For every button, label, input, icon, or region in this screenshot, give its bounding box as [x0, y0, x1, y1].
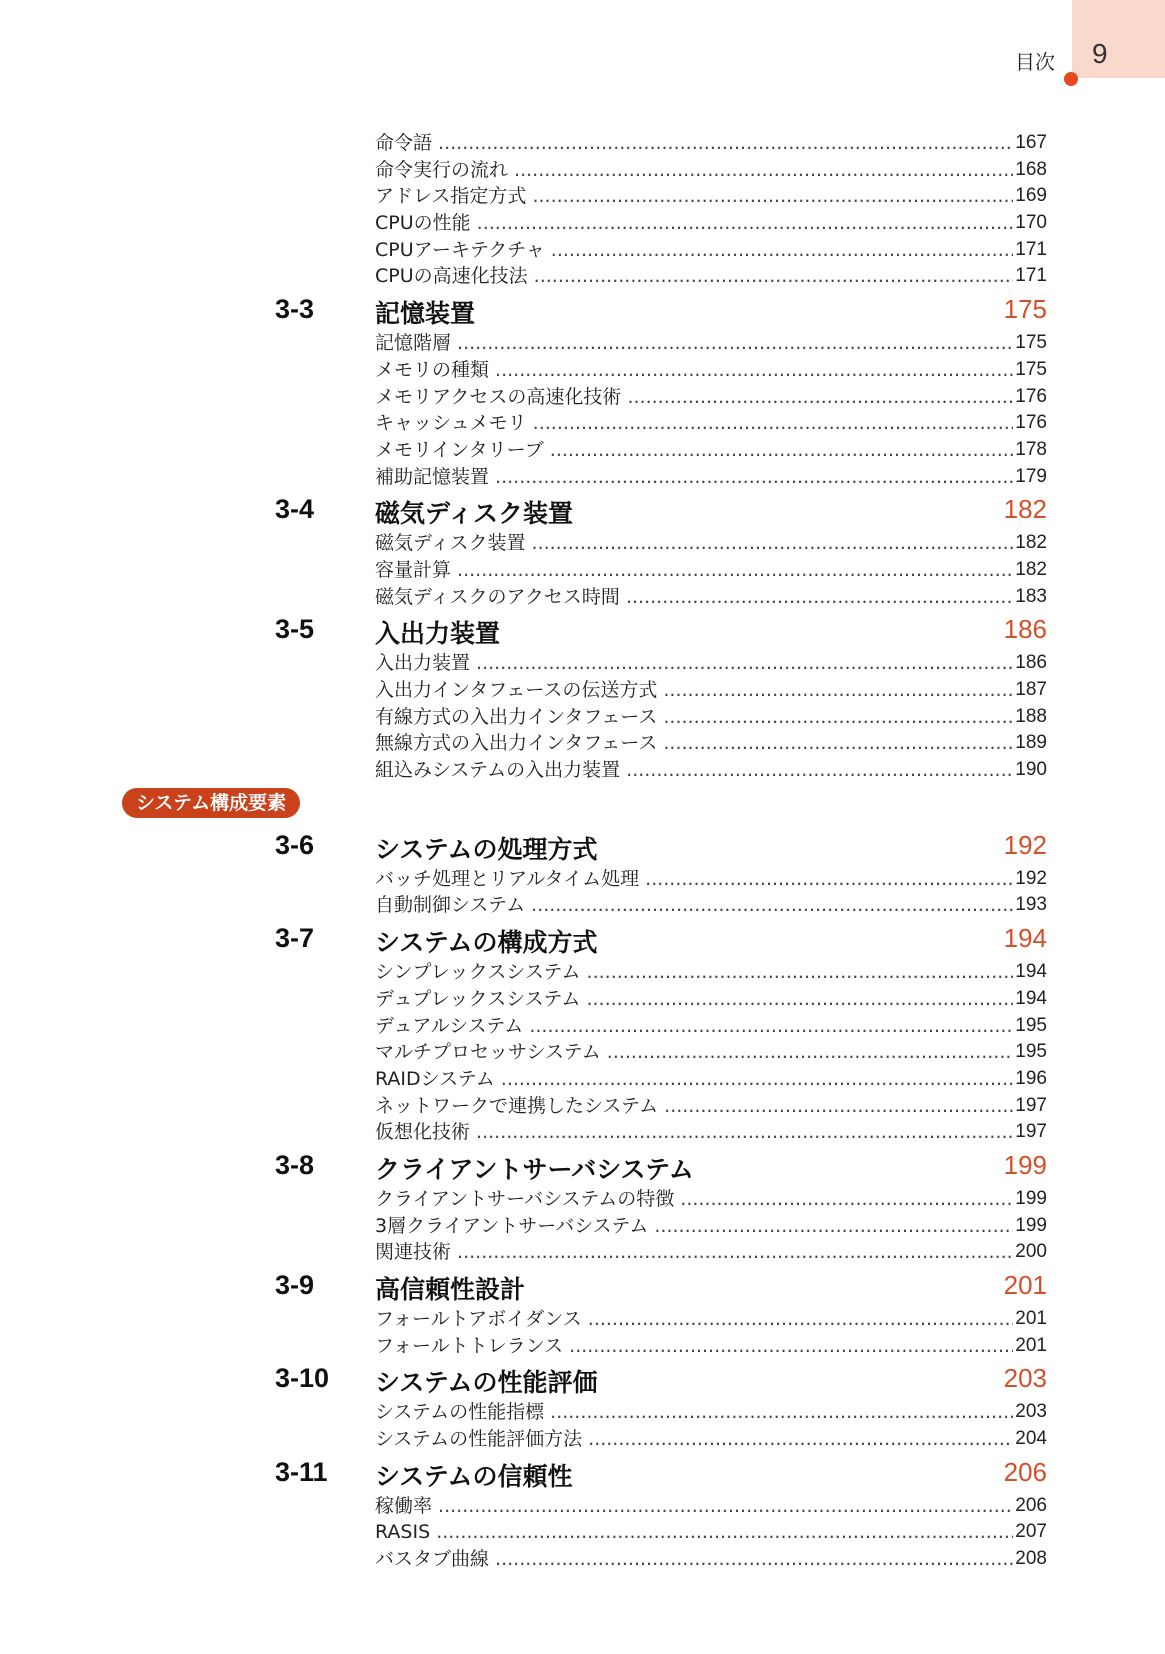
- toc-section-heading[interactable]: [0, 919, 1165, 959]
- section-number: 3-4: [275, 494, 315, 525]
- toc-entry-page: 167: [1013, 130, 1047, 157]
- toc-entry-page: 175: [1013, 357, 1047, 384]
- section-number: 3-8: [275, 1149, 315, 1180]
- section-number: 3-5: [275, 614, 315, 645]
- toc-entry[interactable]: [0, 986, 1165, 1013]
- toc-entry-page: 168: [1013, 157, 1047, 184]
- toc-entry-page: 169: [1013, 183, 1047, 210]
- toc-entry[interactable]: [0, 959, 1165, 986]
- section-page: 199: [1003, 1149, 1047, 1180]
- toc-entry-label: 稼働率 .....: [375, 1493, 1045, 1520]
- toc-entry-page: 171: [1013, 263, 1047, 290]
- section-page: 206: [1003, 1456, 1047, 1487]
- toc-entry-page: 178: [1013, 437, 1047, 464]
- toc-entry[interactable]: [0, 584, 1165, 611]
- toc-entry-label: バスタブ曲線 .....: [375, 1546, 1045, 1573]
- toc-entry-label: メモリインタリーブ .....: [375, 437, 1045, 464]
- toc-entry[interactable]: [0, 530, 1165, 557]
- toc-entry[interactable]: [0, 1213, 1165, 1240]
- section-page: 194: [1003, 923, 1047, 954]
- toc-entry-page: 175: [1013, 330, 1047, 357]
- toc-entry-label: 関連技術 .....: [375, 1239, 1045, 1266]
- toc-entry-label: 無線方式の入出力インタフェース .....: [375, 730, 1045, 757]
- toc-entry[interactable]: [0, 1039, 1165, 1066]
- toc-section-heading[interactable]: [0, 1453, 1165, 1493]
- section-number: 3-9: [275, 1270, 315, 1300]
- section-title: システムの構成方式: [375, 928, 598, 958]
- section-number: 3-11: [275, 1456, 328, 1487]
- toc-entry-page: 170: [1013, 210, 1047, 237]
- toc-entry[interactable]: [0, 1306, 1165, 1333]
- section-page: 192: [1003, 829, 1047, 860]
- toc-entry[interactable]: [0, 704, 1165, 731]
- toc-entry-label: バッチ処理とリアルタイム処理 .....: [375, 866, 1045, 893]
- toc-section-heading[interactable]: [0, 1266, 1165, 1306]
- toc-entry[interactable]: [0, 1519, 1165, 1546]
- toc-entry-page: 197: [1013, 1119, 1047, 1146]
- toc-entry-label: 3層クライアントサーバシステム .....: [375, 1213, 1045, 1240]
- toc-entry-page: 188: [1013, 704, 1047, 731]
- toc-entry-page: 208: [1013, 1546, 1047, 1573]
- section-title: 記憶装置: [375, 299, 476, 329]
- toc-entry[interactable]: [0, 892, 1165, 919]
- toc-entry-page: 189: [1013, 730, 1047, 757]
- section-title: システムの処理方式: [375, 834, 598, 864]
- toc-entry[interactable]: [0, 1066, 1165, 1093]
- toc-entry-label: マルチプロセッサシステム .....: [375, 1039, 1045, 1066]
- toc-entry-page: 182: [1013, 557, 1047, 584]
- toc-entry-page: 201: [1013, 1306, 1047, 1333]
- toc-entry-label: フォールトアボイダンス .....: [375, 1306, 1045, 1333]
- section-page: 201: [1003, 1270, 1047, 1300]
- toc-entry-page: 192: [1013, 866, 1047, 893]
- toc-entry[interactable]: [0, 130, 1165, 157]
- toc-entry-page: 207: [1013, 1519, 1047, 1546]
- toc-entry[interactable]: [0, 410, 1165, 437]
- toc-entry[interactable]: [0, 1239, 1165, 1266]
- toc-entry-label: RASIS .....: [375, 1519, 1045, 1546]
- section-number: 3-7: [275, 923, 315, 954]
- section-title: 高信頼性設計: [375, 1275, 526, 1304]
- toc-entry-page: 194: [1013, 959, 1047, 986]
- toc-entry[interactable]: [0, 1546, 1165, 1573]
- toc-entry-label: キャッシュメモリ .....: [375, 410, 1045, 437]
- toc-section-heading[interactable]: [0, 1359, 1165, 1399]
- toc-entry-page: 194: [1013, 986, 1047, 1013]
- toc-entry[interactable]: [0, 1093, 1165, 1120]
- toc-entry[interactable]: [0, 757, 1165, 784]
- toc-entry-page: 190: [1013, 757, 1047, 784]
- toc-entry-page: 200: [1013, 1239, 1047, 1266]
- toc-entry-page: 176: [1013, 410, 1047, 437]
- toc-entry-label: 有線方式の入出力インタフェース .....: [375, 704, 1045, 731]
- toc-entry-page: 176: [1013, 384, 1047, 411]
- toc-entry[interactable]: [0, 1426, 1165, 1453]
- toc-entry-page: 183: [1013, 584, 1047, 611]
- toc-entry-page: 171: [1013, 237, 1047, 264]
- toc-entry-label: 仮想化技術 .....: [375, 1119, 1045, 1146]
- toc-entry[interactable]: [0, 866, 1165, 893]
- toc-entry-label: シンプレックスシステム .....: [375, 959, 1045, 986]
- toc-entry-page: 204: [1013, 1426, 1047, 1453]
- toc-entry-label: 入出力インタフェースの伝送方式 .....: [375, 677, 1045, 704]
- toc-entry[interactable]: [0, 1333, 1165, 1360]
- toc-entry-page: 186: [1013, 650, 1047, 677]
- toc-entry[interactable]: [0, 330, 1165, 357]
- toc-section-heading[interactable]: [0, 610, 1165, 650]
- toc-entry-label: CPUアーキテクチャ .....: [375, 237, 1045, 264]
- toc-entry[interactable]: [0, 464, 1165, 491]
- toc-entry-label: デュプレックスシステム .....: [375, 986, 1045, 1013]
- section-page: 175: [1003, 294, 1047, 325]
- page-tab: [1072, 0, 1165, 78]
- toc-section-heading[interactable]: [0, 490, 1165, 530]
- toc-entry-label: RAIDシステム .....: [375, 1066, 1045, 1093]
- toc-entry-label: メモリの種類 .....: [375, 357, 1045, 384]
- toc-entry[interactable]: [0, 677, 1165, 704]
- toc-entry-page: 203: [1013, 1399, 1047, 1426]
- toc-entry-page: 201: [1013, 1333, 1047, 1360]
- toc-section-heading[interactable]: [0, 1146, 1165, 1186]
- section-title: システムの性能評価: [375, 1368, 598, 1398]
- category-badge: システム構成要素: [122, 788, 300, 818]
- toc-entry-page: 182: [1013, 530, 1047, 557]
- toc-entry-page: 199: [1013, 1186, 1047, 1213]
- toc-entry[interactable]: [0, 183, 1165, 210]
- toc-entry[interactable]: [0, 210, 1165, 237]
- toc-entry[interactable]: [0, 1119, 1165, 1146]
- toc-entry-label: システムの性能評価方法 .....: [375, 1426, 1045, 1453]
- toc-entry-page: 206: [1013, 1493, 1047, 1520]
- section-number: 3-3: [275, 294, 315, 325]
- section-title: 磁気ディスク装置: [375, 499, 574, 529]
- toc-entry-label: 命令語 .....: [375, 130, 1045, 157]
- toc-entry[interactable]: [0, 237, 1165, 264]
- toc-entry-page: 179: [1013, 464, 1047, 491]
- toc-entry-label: システムの性能指標 .....: [375, 1399, 1045, 1426]
- section-page: 186: [1003, 614, 1047, 645]
- header-dot: [1064, 72, 1078, 86]
- toc-entry[interactable]: [0, 157, 1165, 184]
- toc-entry[interactable]: [0, 650, 1165, 677]
- toc-entry-label: 入出力装置 .....: [375, 650, 1045, 677]
- toc-entry-page: 195: [1013, 1013, 1047, 1040]
- toc-entry[interactable]: [0, 263, 1165, 290]
- toc-entry-label: フォールトトレランス .....: [375, 1333, 1045, 1360]
- toc-entry[interactable]: [0, 730, 1165, 757]
- toc-entry-page: 193: [1013, 892, 1047, 919]
- toc-entry-page: 199: [1013, 1213, 1047, 1240]
- toc-entry[interactable]: [0, 557, 1165, 584]
- category-row: [0, 784, 1165, 826]
- section-number: 3-10: [275, 1363, 330, 1394]
- toc-entry-label: デュアルシステム .....: [375, 1013, 1045, 1040]
- table-of-contents: [0, 130, 1165, 1573]
- toc-section-heading[interactable]: [0, 826, 1165, 866]
- page-number: 9: [1092, 38, 1108, 69]
- section-title: システムの信頼性: [375, 1461, 573, 1491]
- section-page: 182: [1003, 494, 1047, 525]
- toc-entry-label: CPUの高速化技法 .....: [375, 263, 1045, 290]
- toc-entry[interactable]: [0, 1013, 1165, 1040]
- section-number: 3-6: [275, 829, 315, 860]
- header-label: 目次: [1015, 50, 1055, 74]
- section-title: 入出力装置: [375, 619, 501, 649]
- toc-entry-label: 組込みシステムの入出力装置 .....: [375, 757, 1045, 784]
- toc-entry-label: ネットワークで連携したシステム .....: [375, 1093, 1045, 1120]
- toc-entry[interactable]: [0, 1493, 1165, 1520]
- toc-entry-label: 記憶階層 .....: [375, 330, 1045, 357]
- toc-entry[interactable]: [0, 1186, 1165, 1213]
- toc-entry-label: アドレス指定方式 .....: [375, 183, 1045, 210]
- toc-entry[interactable]: [0, 384, 1165, 411]
- toc-entry-label: メモリアクセスの高速化技術 .....: [375, 384, 1045, 411]
- toc-entry-page: 187: [1013, 677, 1047, 704]
- toc-entry[interactable]: [0, 1399, 1165, 1426]
- toc-entry-label: 命令実行の流れ .....: [375, 157, 1045, 184]
- toc-entry-page: 197: [1013, 1093, 1047, 1120]
- toc-entry[interactable]: [0, 357, 1165, 384]
- toc-entry-label: 補助記憶装置 .....: [375, 464, 1045, 491]
- toc-entry-label: クライアントサーバシステムの特徴 .....: [375, 1186, 1045, 1213]
- section-page: 203: [1003, 1363, 1047, 1394]
- toc-entry-label: 磁気ディスクのアクセス時間 .....: [375, 584, 1045, 611]
- toc-entry-label: 容量計算 .....: [375, 557, 1045, 584]
- toc-section-heading[interactable]: [0, 290, 1165, 330]
- section-title: クライアントサーバシステム: [375, 1154, 694, 1184]
- toc-entry[interactable]: [0, 437, 1165, 464]
- toc-entry-label: 自動制御システム .....: [375, 892, 1045, 919]
- toc-entry-label: CPUの性能 .....: [375, 210, 1045, 237]
- toc-entry-label: 磁気ディスク装置 .....: [375, 530, 1045, 557]
- toc-entry-page: 196: [1013, 1066, 1047, 1093]
- toc-entry-page: 195: [1013, 1039, 1047, 1066]
